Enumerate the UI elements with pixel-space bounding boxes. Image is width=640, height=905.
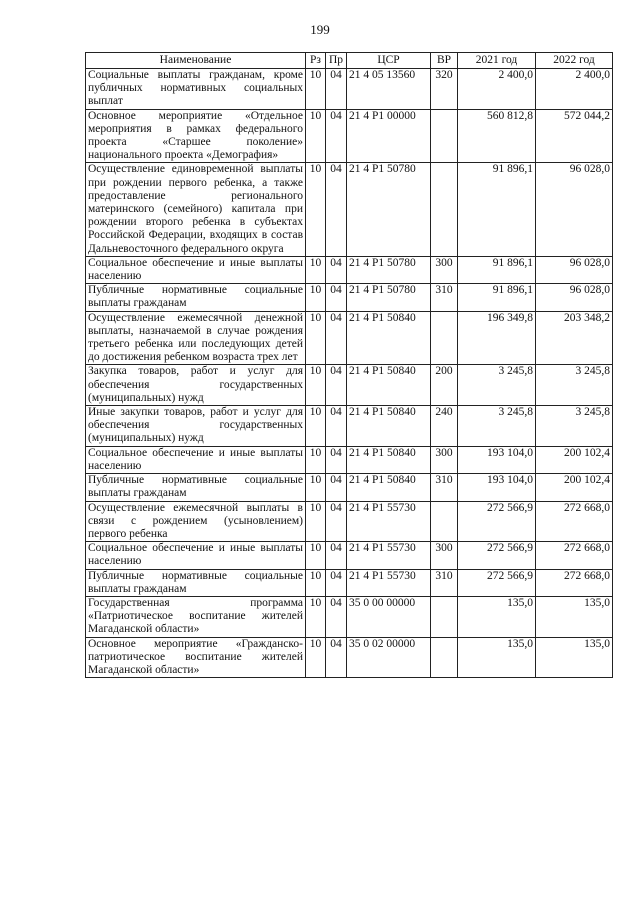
row-csr: 21 4 P1 50840 [347, 365, 431, 406]
row-rz: 10 [306, 542, 326, 569]
row-pr: 04 [326, 311, 347, 365]
row-vr [431, 109, 458, 163]
row-vr: 300 [431, 542, 458, 569]
row-pr: 04 [326, 596, 347, 637]
row-csr: 21 4 P1 50840 [347, 474, 431, 501]
row-rz: 10 [306, 474, 326, 501]
table-row [86, 501, 613, 542]
row-name: Государственная программа «Патриотическое воспитание жителей Магаданской области» [86, 596, 306, 637]
table-row [86, 109, 613, 163]
row-2021: 91 896,1 [458, 256, 536, 283]
row-rz: 10 [306, 446, 326, 473]
row-pr: 04 [326, 542, 347, 569]
header-rz: Рз [306, 53, 326, 69]
row-vr: 310 [431, 474, 458, 501]
row-pr: 04 [326, 365, 347, 406]
row-2021: 272 566,9 [458, 542, 536, 569]
row-2022: 96 028,0 [536, 163, 613, 256]
header-pr: Пр [326, 53, 347, 69]
row-2022: 135,0 [536, 637, 613, 678]
row-csr: 21 4 P1 55730 [347, 569, 431, 596]
row-name: Социальное обеспечение и иные выплаты населению [86, 256, 306, 283]
row-rz: 10 [306, 69, 326, 110]
row-csr: 35 0 00 00000 [347, 596, 431, 637]
row-pr: 04 [326, 446, 347, 473]
page-number: 199 [310, 22, 330, 37]
row-name: Осуществление единовременной выплаты при рождении первого ребенка, а также предоставление регионального материнского (семейного) капитала при рождении второго ребенка в субъектах Российской Федерации, входящих в состав Дальневосточного федерального округа [86, 163, 306, 256]
row-name: Основное мероприятие «Гражданско-патриотическое воспитание жителей Магаданской области» [86, 637, 306, 678]
row-pr: 04 [326, 109, 347, 163]
row-2022: 135,0 [536, 596, 613, 637]
row-2022: 2 400,0 [536, 69, 613, 110]
row-2021: 272 566,9 [458, 569, 536, 596]
table-row [86, 69, 613, 110]
row-vr [431, 637, 458, 678]
table-row [86, 406, 613, 447]
row-pr: 04 [326, 569, 347, 596]
header-vr: ВР [431, 53, 458, 69]
row-pr: 04 [326, 501, 347, 542]
row-rz: 10 [306, 637, 326, 678]
row-rz: 10 [306, 596, 326, 637]
row-name: Социальное обеспечение и иные выплаты населению [86, 446, 306, 473]
row-pr: 04 [326, 406, 347, 447]
row-csr: 21 4 P1 50840 [347, 446, 431, 473]
row-vr [431, 163, 458, 256]
header-name: Наименование [86, 53, 306, 69]
row-csr: 21 4 P1 55730 [347, 542, 431, 569]
row-2022: 272 668,0 [536, 501, 613, 542]
row-2021: 3 245,8 [458, 406, 536, 447]
row-pr: 04 [326, 284, 347, 311]
row-2021: 196 349,8 [458, 311, 536, 365]
row-name: Основное мероприятие «Отдельное мероприятия в рамках федерального проекта «Старшее поколение» национального проекта «Демография» [86, 109, 306, 163]
row-name: Осуществление ежемесячной денежной выплаты, назначаемой в случае рождения третьего ребенка или последующих детей до достижения ребенком возраста трех лет [86, 311, 306, 365]
row-vr [431, 311, 458, 365]
row-csr: 21 4 P1 50780 [347, 163, 431, 256]
row-vr [431, 596, 458, 637]
row-vr: 300 [431, 446, 458, 473]
row-rz: 10 [306, 163, 326, 256]
row-rz: 10 [306, 501, 326, 542]
row-name: Иные закупки товаров, работ и услуг для обеспечения государственных (муниципальных) нужд [86, 406, 306, 447]
row-2021: 91 896,1 [458, 284, 536, 311]
row-vr [431, 501, 458, 542]
row-csr: 21 4 05 13560 [347, 69, 431, 110]
row-csr: 21 4 P1 00000 [347, 109, 431, 163]
table-row [86, 446, 613, 473]
table-row [86, 365, 613, 406]
table-row [86, 474, 613, 501]
row-2021: 560 812,8 [458, 109, 536, 163]
row-csr: 21 4 P1 50780 [347, 256, 431, 283]
table-row [86, 256, 613, 283]
budget-table [85, 52, 613, 678]
row-name: Публичные нормативные социальные выплаты гражданам [86, 569, 306, 596]
row-2021: 135,0 [458, 637, 536, 678]
row-2021: 193 104,0 [458, 446, 536, 473]
row-2021: 272 566,9 [458, 501, 536, 542]
row-rz: 10 [306, 311, 326, 365]
row-pr: 04 [326, 474, 347, 501]
table-row [86, 284, 613, 311]
row-vr: 310 [431, 284, 458, 311]
row-vr: 300 [431, 256, 458, 283]
row-vr: 320 [431, 69, 458, 110]
row-csr: 21 4 P1 50840 [347, 406, 431, 447]
table-row [86, 311, 613, 365]
row-2021: 3 245,8 [458, 365, 536, 406]
row-name: Социальное обеспечение и иные выплаты населению [86, 542, 306, 569]
row-2021: 2 400,0 [458, 69, 536, 110]
row-2022: 200 102,4 [536, 446, 613, 473]
row-csr: 35 0 02 00000 [347, 637, 431, 678]
row-2022: 272 668,0 [536, 542, 613, 569]
row-name: Публичные нормативные социальные выплаты гражданам [86, 474, 306, 501]
row-rz: 10 [306, 406, 326, 447]
row-pr: 04 [326, 256, 347, 283]
row-2022: 572 044,2 [536, 109, 613, 163]
table-header-row [86, 53, 613, 69]
row-name: Закупка товаров, работ и услуг для обеспечения государственных (муниципальных) нужд [86, 365, 306, 406]
row-vr: 310 [431, 569, 458, 596]
header-2022: 2022 год [536, 53, 613, 69]
row-pr: 04 [326, 163, 347, 256]
row-2022: 96 028,0 [536, 284, 613, 311]
row-2022: 3 245,8 [536, 406, 613, 447]
row-2022: 272 668,0 [536, 569, 613, 596]
row-csr: 21 4 P1 50780 [347, 284, 431, 311]
row-csr: 21 4 P1 55730 [347, 501, 431, 542]
row-name: Осуществление ежемесячной выплаты в связи с рождением (усыновлением) первого ребенка [86, 501, 306, 542]
row-rz: 10 [306, 109, 326, 163]
table-row [86, 596, 613, 637]
table-row [86, 542, 613, 569]
row-csr: 21 4 P1 50840 [347, 311, 431, 365]
table-row [86, 163, 613, 256]
row-rz: 10 [306, 256, 326, 283]
table-row [86, 569, 613, 596]
header-csr: ЦСР [347, 53, 431, 69]
header-2021: 2021 год [458, 53, 536, 69]
row-2022: 96 028,0 [536, 256, 613, 283]
row-name: Публичные нормативные социальные выплаты гражданам [86, 284, 306, 311]
row-2022: 203 348,2 [536, 311, 613, 365]
row-2021: 193 104,0 [458, 474, 536, 501]
row-pr: 04 [326, 637, 347, 678]
row-vr: 200 [431, 365, 458, 406]
row-2021: 91 896,1 [458, 163, 536, 256]
row-rz: 10 [306, 365, 326, 406]
row-rz: 10 [306, 569, 326, 596]
row-2022: 3 245,8 [536, 365, 613, 406]
row-name: Социальные выплаты гражданам, кроме публичных нормативных социальных выплат [86, 69, 306, 110]
row-pr: 04 [326, 69, 347, 110]
row-2021: 135,0 [458, 596, 536, 637]
table-row [86, 637, 613, 678]
row-vr: 240 [431, 406, 458, 447]
table-body [86, 69, 613, 678]
row-rz: 10 [306, 284, 326, 311]
row-2022: 200 102,4 [536, 474, 613, 501]
